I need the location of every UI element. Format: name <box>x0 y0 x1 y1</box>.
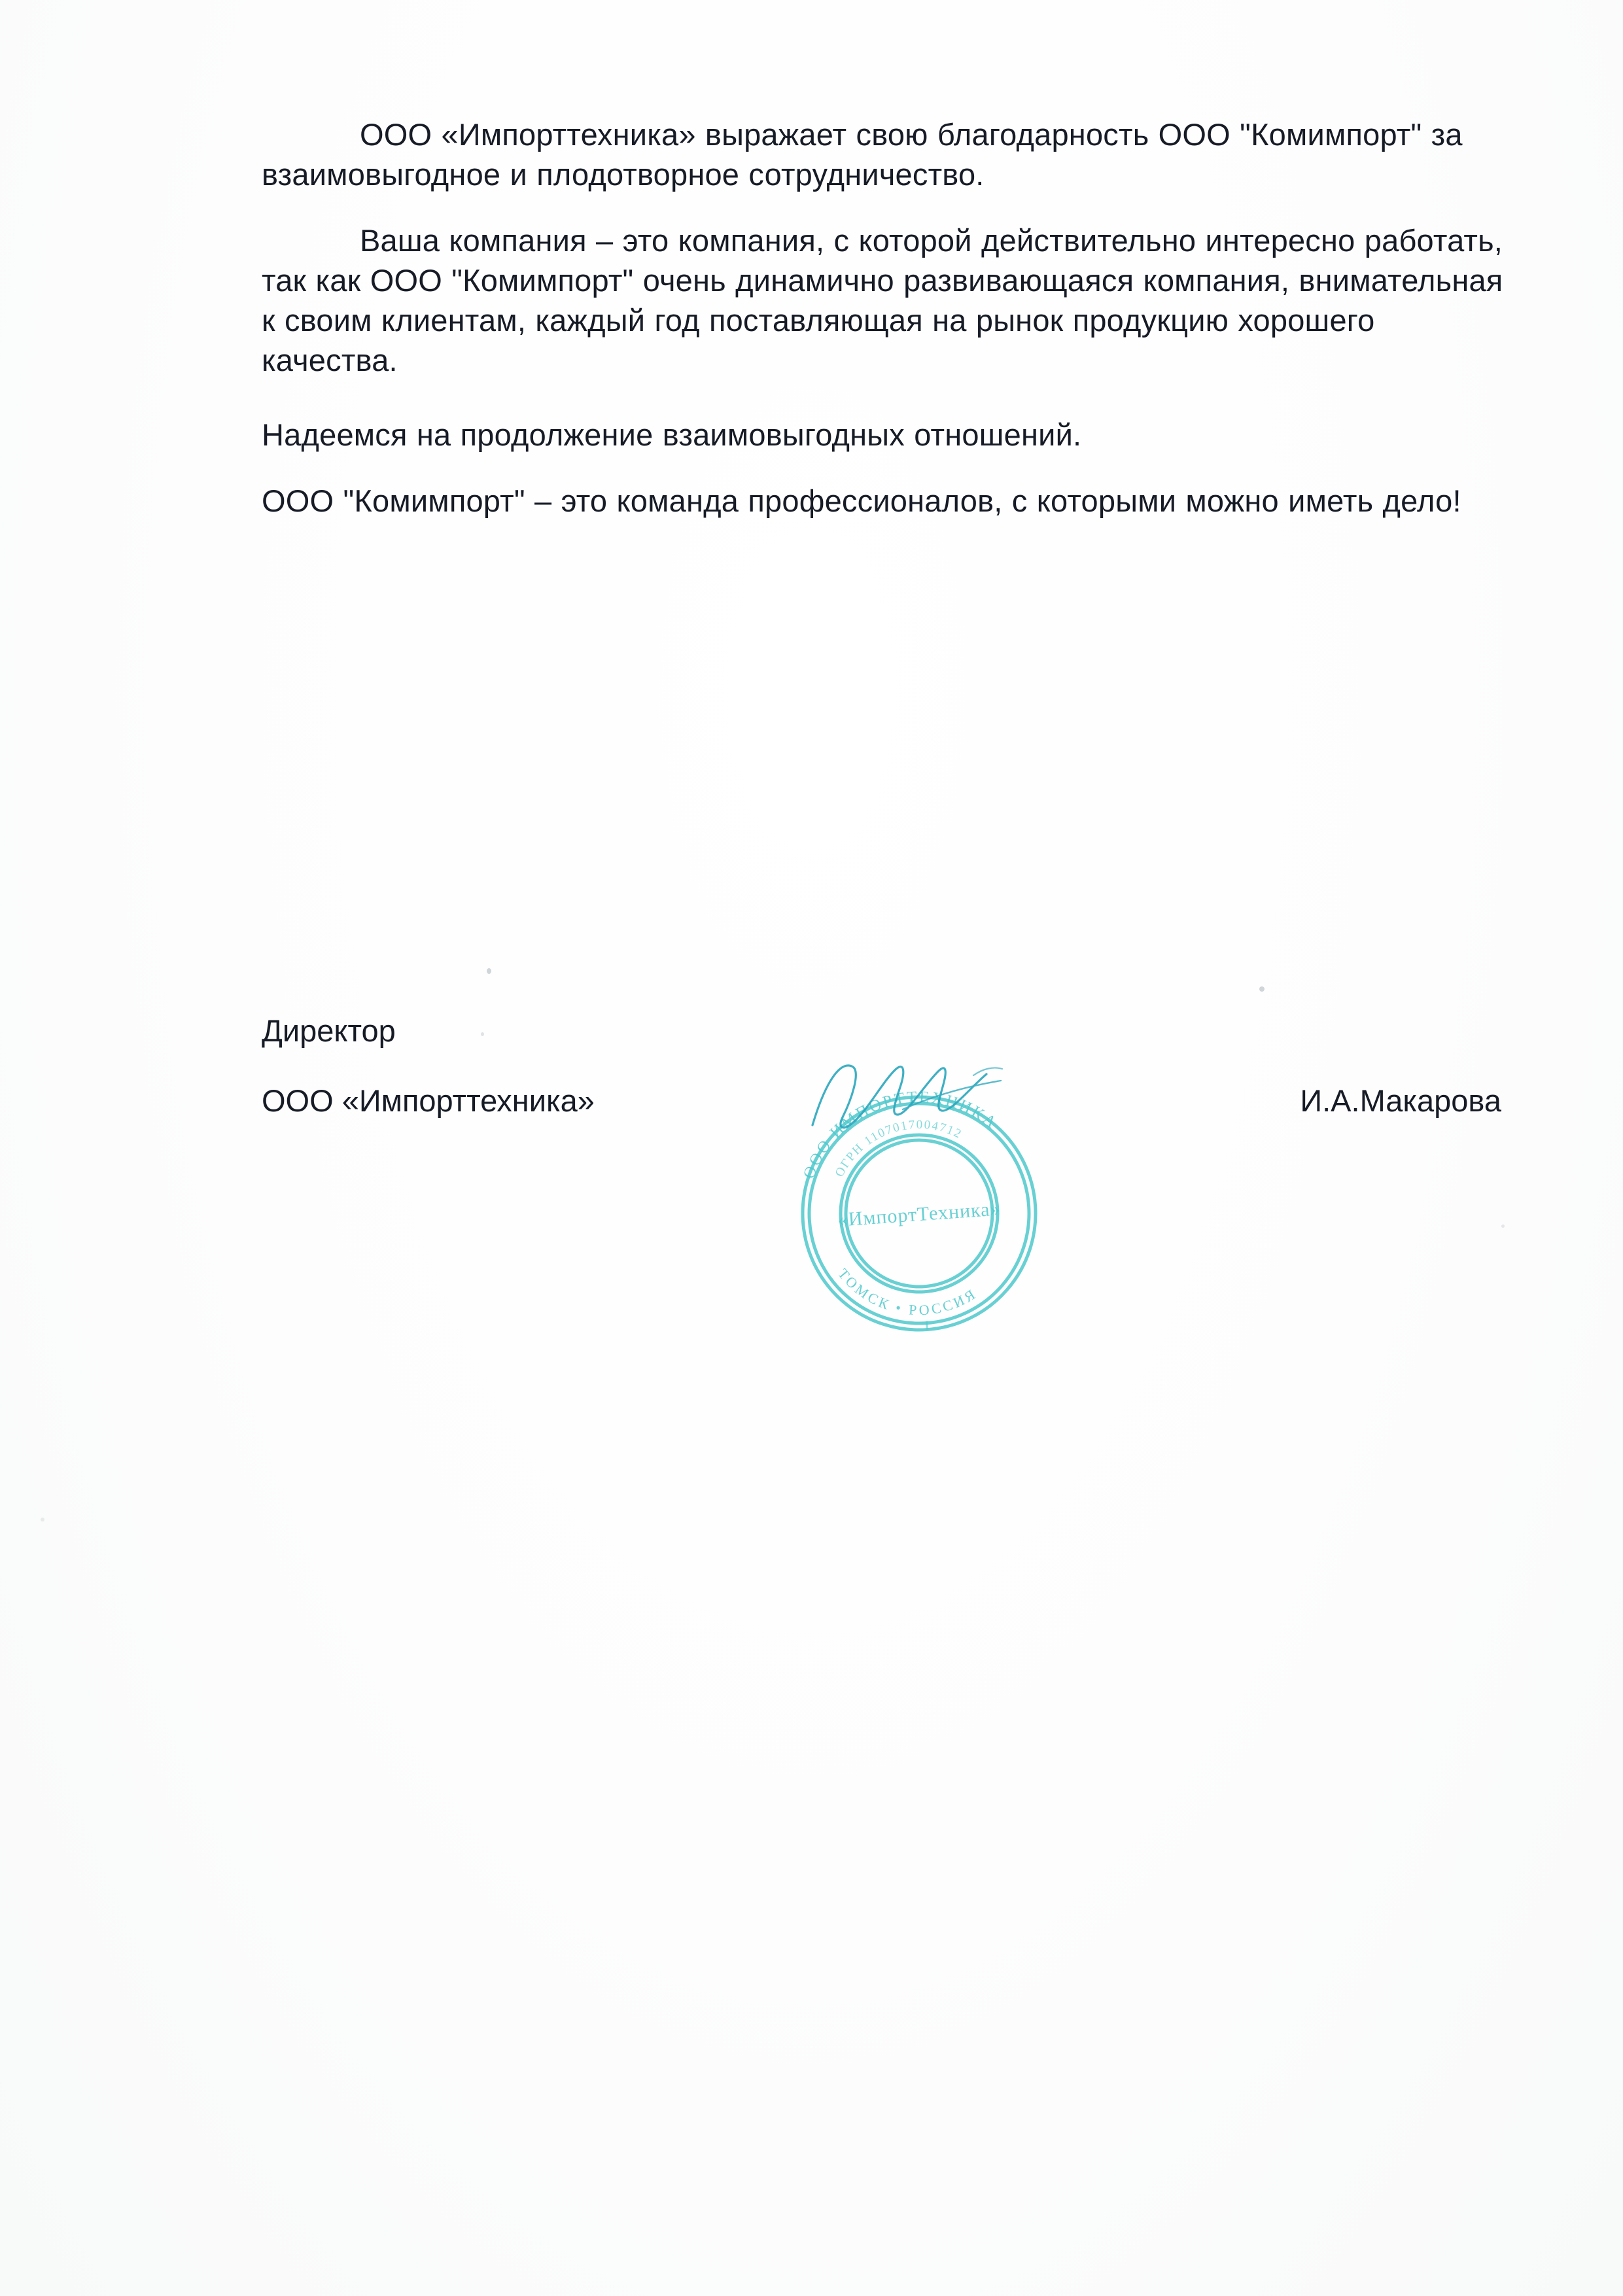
paragraph-2: Ваша компания – это компания, с которой действительно интересно работать, так как ООО "Комимпорт" очень динамично развивающаяся компания, внимательная к своим клиентам, каждый год поставляющая на рынок продукцию хорошего качества. <box>262 223 1503 378</box>
svg-text:ООО ИМПОРТТЕХНИКА: ООО ИМПОРТТЕХНИКА <box>800 1088 1001 1181</box>
svg-text:ТОМСК • РОССИЯ: ТОМСК • РОССИЯ <box>835 1265 981 1319</box>
scan-speck <box>1259 986 1265 992</box>
scan-speck <box>1501 1225 1505 1228</box>
scan-speck <box>481 1032 484 1036</box>
svg-text:ОГРН 1107017004712: ОГРН 1107017004712 <box>832 1117 965 1179</box>
scan-speck <box>487 968 491 974</box>
signer-position: Директор <box>262 1013 396 1048</box>
scan-speck <box>41 1518 44 1522</box>
paragraph-1: ООО «Импорттехника» выражает свою благодарность ООО "Комимпорт" за взаимовыгодное и плодотворное сотрудничество. <box>262 117 1463 192</box>
signer-name: И.А.Макарова <box>1300 1083 1501 1119</box>
paragraph-3: Надеемся на продолжение взаимовыгодных отношений. <box>262 417 1082 452</box>
letter-body <box>262 114 1511 547</box>
handwritten-signature <box>805 1047 1021 1158</box>
svg-text:«ИмпортТехника»: «ИмпортТехника» <box>837 1198 1002 1231</box>
signer-company-label: ООО «Импорттехника» <box>262 1083 595 1119</box>
paragraph-4: ООО "Комимпорт" – это команда профессионалов, с которыми можно иметь дело! <box>262 483 1461 518</box>
